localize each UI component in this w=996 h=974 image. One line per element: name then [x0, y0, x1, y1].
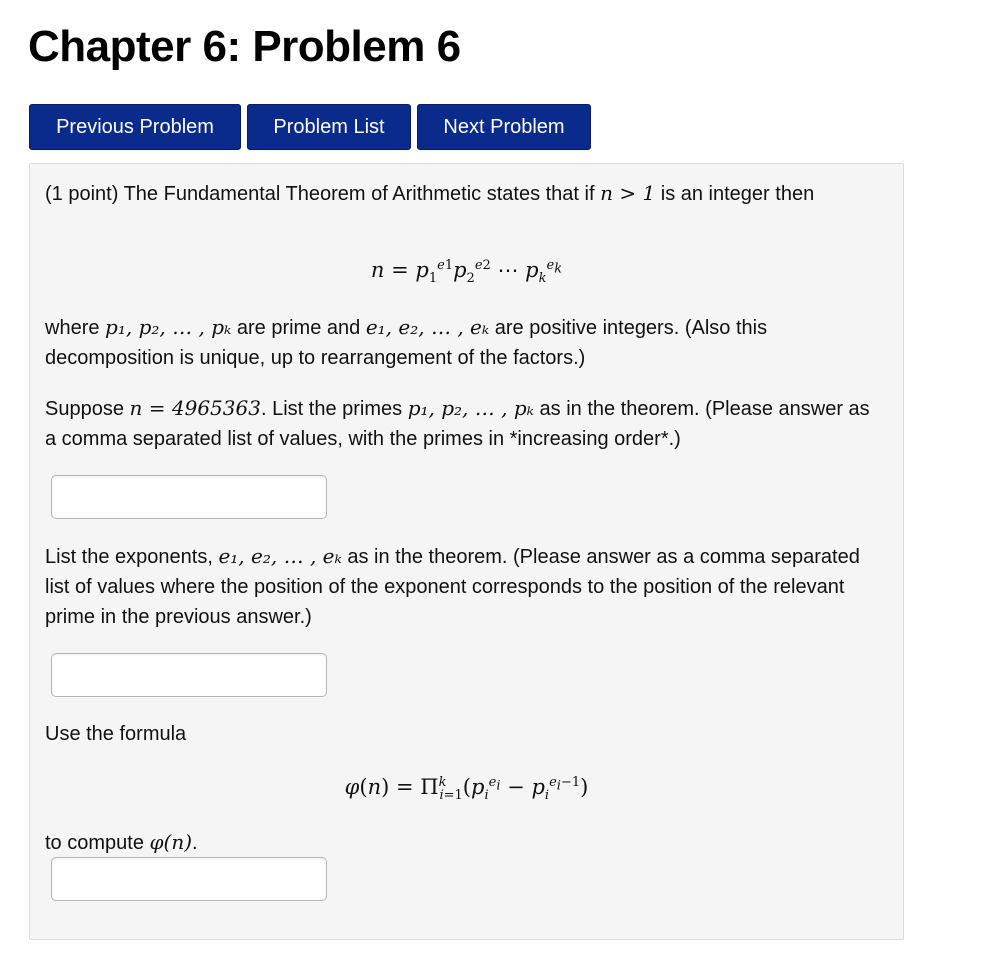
previous-problem-button[interactable]: Previous Problem — [29, 104, 241, 150]
intro-paragraph — [45, 178, 885, 209]
factorization-formula: $n = p_1^{e1}p_2^{e2}$ ⋯ $p_k^{e_k}$ — [370, 258, 563, 287]
intro-text: The Fundamental Theorem of Arithmetic states that if — [123, 183, 595, 205]
suppose-text-2: . List the primes — [260, 398, 403, 420]
suppose-text-3: as in the theorem. (Please answer as a comma separated list of values, with the primes in *increasing order*.) — [45, 398, 870, 450]
math-exponents-list-2: e₁, e₂, … , eₖ — [218, 544, 342, 568]
problem-nav — [29, 104, 591, 150]
phi-answer-input[interactable] — [51, 857, 327, 901]
math-phi-n: φ(n) — [149, 830, 193, 854]
primes-answer-input[interactable] — [51, 475, 327, 519]
exp-text: List the exponents, — [45, 546, 213, 568]
exponents-answer-input[interactable] — [51, 653, 327, 697]
phi-formula: $\varphi(n) = \Pi^k_{i=1}(p_i^{e_i} - p_i^{e_i-1})$ — [344, 775, 589, 804]
exponents-paragraph — [45, 541, 885, 632]
formula-intro: Use the formula — [45, 723, 187, 745]
problem-list-button[interactable]: Problem List — [247, 104, 411, 150]
exp-text-2: as in the theorem. (Please answer as a comma separated list of values where the position of the exponent corresponds to the position of the relevant prime in the previous answer.) — [45, 546, 860, 628]
math-n-gt-1: n > 1 — [600, 181, 656, 205]
compute-text: to compute — [45, 832, 144, 854]
suppose-paragraph — [45, 393, 885, 454]
compute-end: . — [192, 832, 198, 854]
where-text-2: are prime and — [236, 317, 361, 339]
math-primes-list-2: p₁, p₂, … , pₖ — [407, 396, 534, 420]
suppose-text: Suppose — [45, 398, 124, 420]
compute-paragraph — [45, 827, 885, 858]
where-text-3: are positive integers. (Also this decomposition is unique, up to rearrangement of the factors.) — [45, 317, 768, 369]
page-title: Chapter 6: Problem 6 — [28, 22, 461, 71]
points-label: (1 point) — [45, 183, 119, 205]
where-paragraph — [45, 312, 885, 373]
where-text: where — [45, 317, 100, 339]
next-problem-button[interactable]: Next Problem — [417, 104, 591, 150]
math-primes-list: p₁, p₂, … , pₖ — [105, 315, 232, 339]
problem-panel — [29, 163, 904, 940]
intro-text-2: is an integer then — [660, 183, 815, 205]
math-n-value: n = 4965363 — [129, 396, 261, 420]
math-exponents-list: e₁, e₂, … , eₖ — [365, 315, 490, 339]
